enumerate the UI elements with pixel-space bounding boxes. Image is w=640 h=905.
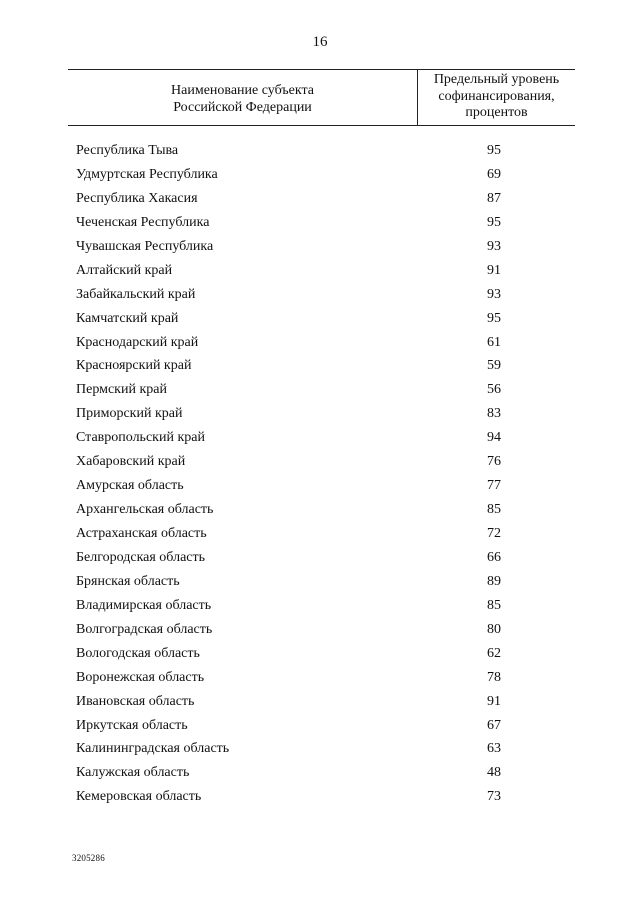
cofinancing-value: 95 bbox=[487, 143, 501, 158]
cofinancing-value: 85 bbox=[487, 502, 501, 518]
region-name: Удмуртская Республика bbox=[76, 166, 218, 182]
region-name: Красноярский край bbox=[76, 358, 192, 374]
table-row bbox=[0, 307, 640, 331]
table-row bbox=[0, 498, 640, 522]
table-row bbox=[0, 761, 640, 785]
document-code: 3205286 bbox=[72, 853, 105, 863]
cofinancing-value: 61 bbox=[487, 334, 501, 350]
header-subject-name-line: Российской Федерации bbox=[173, 100, 312, 115]
region-name: Камчатский край bbox=[76, 310, 179, 326]
region-name: Забайкальский край bbox=[76, 286, 196, 302]
table-header bbox=[68, 69, 575, 126]
table-row bbox=[0, 474, 640, 498]
cofinancing-value: 48 bbox=[487, 765, 501, 781]
region-name: Алтайский край bbox=[76, 262, 173, 278]
region-name: Краснодарский край bbox=[76, 334, 199, 350]
region-name: Кемеровская область bbox=[76, 789, 202, 805]
cofinancing-value: 69 bbox=[487, 166, 501, 182]
table-row bbox=[0, 211, 640, 235]
table-row bbox=[0, 714, 640, 738]
table-row bbox=[0, 546, 640, 570]
table-row bbox=[0, 690, 640, 714]
table-row bbox=[0, 187, 640, 211]
table-row bbox=[0, 354, 640, 378]
header-subject-name-line: Наименование субъекта bbox=[171, 83, 314, 98]
table-row bbox=[0, 235, 640, 259]
region-name: Чувашская Республика bbox=[76, 238, 214, 254]
region-name: Воронежская область bbox=[76, 669, 205, 685]
region-name: Архангельская область bbox=[76, 502, 214, 518]
region-name: Республика Тыва bbox=[76, 143, 179, 158]
region-name: Калужская область bbox=[76, 765, 190, 781]
header-cofinancing-level bbox=[418, 72, 575, 122]
region-name: Иркутская область bbox=[76, 717, 188, 733]
table-row bbox=[0, 570, 640, 594]
cofinancing-value: 63 bbox=[487, 741, 501, 757]
table-row bbox=[0, 331, 640, 355]
region-name: Амурская область bbox=[76, 478, 184, 494]
region-name: Чеченская Республика bbox=[76, 214, 210, 230]
table-row bbox=[0, 594, 640, 618]
table-row bbox=[0, 785, 640, 809]
table-row bbox=[0, 450, 640, 474]
cofinancing-value: 72 bbox=[487, 526, 501, 541]
region-name: Вологодская область bbox=[76, 645, 200, 661]
header-cofinancing-level-line: Предельный уровень bbox=[433, 72, 560, 87]
table-row bbox=[0, 163, 640, 187]
cofinancing-value: 62 bbox=[487, 645, 501, 661]
region-name: Брянская область bbox=[76, 573, 180, 589]
region-name: Ставропольский край bbox=[76, 430, 205, 446]
table-row bbox=[0, 378, 640, 402]
cofinancing-value: 56 bbox=[487, 382, 501, 398]
page-number: 16 bbox=[312, 34, 328, 50]
cofinancing-value: 78 bbox=[487, 669, 501, 685]
header-cofinancing-level-line: процентов bbox=[465, 105, 528, 120]
region-name: Калининградская область bbox=[76, 741, 230, 757]
region-name: Белгородская область bbox=[76, 549, 206, 565]
cofinancing-value: 73 bbox=[487, 789, 501, 805]
cofinancing-value: 76 bbox=[487, 454, 501, 470]
table-row bbox=[0, 283, 640, 307]
cofinancing-value: 85 bbox=[487, 597, 501, 613]
cofinancing-value: 59 bbox=[487, 358, 501, 374]
table-body bbox=[0, 139, 640, 809]
cofinancing-value: 95 bbox=[487, 214, 501, 230]
region-name: Приморский край bbox=[76, 406, 183, 422]
table-row bbox=[0, 666, 640, 690]
cofinancing-value: 67 bbox=[487, 717, 501, 733]
table-row bbox=[0, 402, 640, 426]
region-name: Ивановская область bbox=[76, 693, 195, 709]
region-name: Республика Хакасия bbox=[76, 190, 198, 206]
region-name: Волгоградская область bbox=[76, 621, 213, 637]
cofinancing-value: 87 bbox=[487, 190, 501, 206]
table-row bbox=[0, 139, 640, 163]
header-subject-name bbox=[68, 82, 417, 116]
region-name: Астраханская область bbox=[76, 526, 207, 541]
cofinancing-value: 93 bbox=[487, 286, 501, 302]
region-name: Хабаровский край bbox=[76, 454, 186, 470]
table-row bbox=[0, 426, 640, 450]
table-row bbox=[0, 618, 640, 642]
region-name: Пермский край bbox=[76, 382, 167, 398]
cofinancing-value: 93 bbox=[487, 238, 501, 254]
cofinancing-value: 91 bbox=[487, 262, 501, 278]
cofinancing-value: 91 bbox=[487, 693, 501, 709]
cofinancing-value: 89 bbox=[487, 573, 501, 589]
cofinancing-value: 95 bbox=[487, 310, 501, 326]
cofinancing-value: 80 bbox=[487, 621, 501, 637]
cofinancing-value: 77 bbox=[487, 478, 501, 494]
header-cofinancing-level-line: софинансирования, bbox=[438, 88, 555, 104]
cofinancing-value: 94 bbox=[487, 430, 501, 446]
table-row bbox=[0, 259, 640, 283]
cofinancing-value: 66 bbox=[487, 549, 501, 565]
table-row bbox=[0, 642, 640, 666]
table-row bbox=[0, 522, 640, 546]
cofinancing-value: 83 bbox=[487, 406, 501, 422]
region-name: Владимирская область bbox=[76, 597, 212, 613]
table-row bbox=[0, 737, 640, 761]
